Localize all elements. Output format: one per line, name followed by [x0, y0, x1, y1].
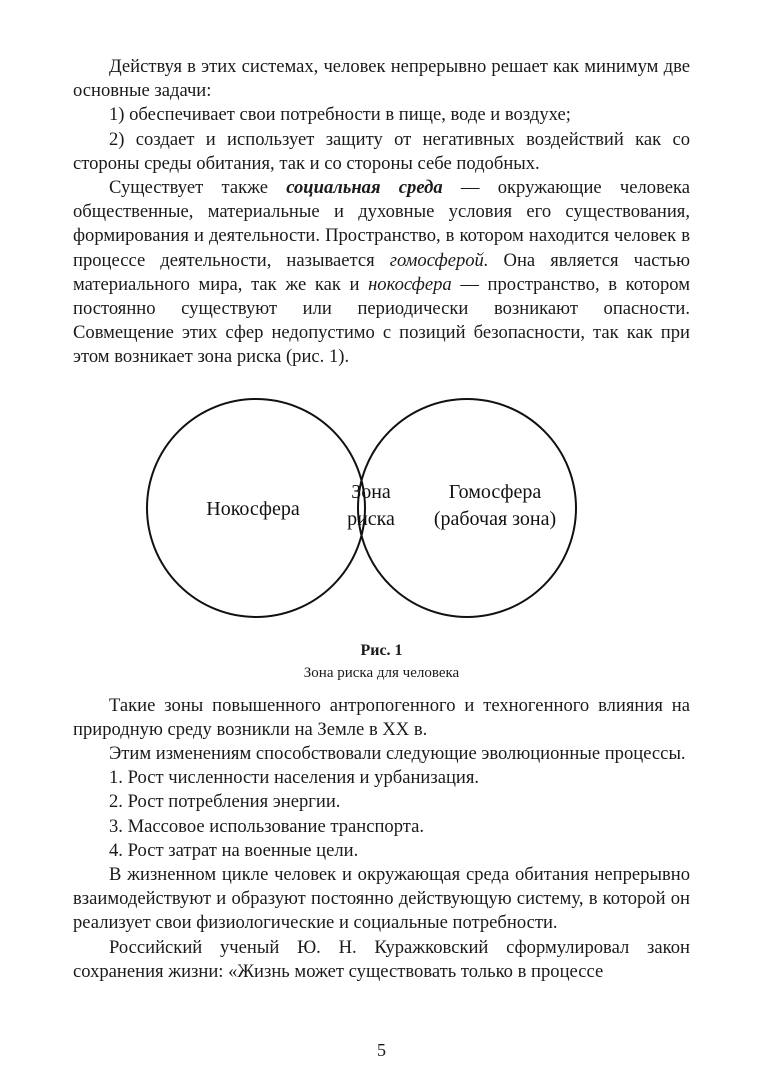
text-run: — пространство, в котором постоянно существуют или периодически возникают опасности. Совмещение этих сфер недопустимо с позиций безопасности, так как при этом возникает зона риска (рис. 1). [73, 273, 690, 368]
paragraph: Российский ученый Ю. Н. Куражковский сформулировал закон сохранения жизни: «Жизнь может существовать только в процессе [73, 936, 690, 982]
venn-diagram [73, 384, 690, 632]
text-run: — окружающие человека общественные, материальные и духовные условия его существования, формирования и деятельности. Пространство, в котором находится человек в процессе деятельности, называется [73, 177, 691, 271]
paragraph: Действуя в этих системах, человек непрерывно решает как минимум две основные задачи: [73, 56, 690, 102]
term-noxosphere: нокосфера [368, 273, 452, 295]
list-item: 3. Массовое использование транспорта. [109, 815, 425, 837]
figure-caption [73, 640, 690, 684]
risk-zone-label-line1: Зона [351, 480, 391, 503]
page-number: 5 [377, 1040, 386, 1060]
risk-zone-label-line2: риска [347, 507, 395, 530]
paragraph: 2) создает и использует защиту от негативных воздействий как со стороны среды обитания, так и со стороны себе подобных. [73, 128, 690, 174]
homosphere-label-line1: Гомосфера [448, 480, 542, 503]
homosphere-label-line2: (рабочая зона) [433, 507, 557, 530]
term-social-environment: социальная среда [286, 177, 443, 199]
list-item: 2. Рост потребления энергии. [109, 791, 341, 813]
figure-number: Рис. 1 [360, 641, 403, 659]
text-run: Существует также [109, 177, 287, 199]
paragraph: 1) обеспечивает свои потребности в пище, воде и воздухе; [109, 104, 571, 126]
term-homosphere: гомосферой. [389, 249, 489, 271]
paragraph: Этим изменениям способствовали следующие эволюционные процессы. [109, 743, 686, 765]
paragraph: Такие зоны повышенного антропогенного и техногенного влияния на природную среду возникли на Земле в XX в. [73, 694, 690, 740]
social-environment-paragraph [73, 176, 690, 370]
list-item: 1. Рост численности населения и урбанизация. [109, 767, 480, 789]
noxosphere-label: Нокосфера [206, 497, 300, 520]
list-item: 4. Рост затрат на военные цели. [109, 839, 359, 861]
paragraph: В жизненном цикле человек и окружающая среда обитания непрерывно взаимодействуют и образуют постоянно действующую систему, в которой он реализует свои физиологические и социальные потребности. [73, 864, 690, 934]
page-body [73, 55, 690, 984]
venn-svg [73, 384, 690, 632]
figure-title: Зона риска для человека [303, 664, 460, 681]
text-run: Она является частью материального мира, так же как и [73, 249, 690, 295]
